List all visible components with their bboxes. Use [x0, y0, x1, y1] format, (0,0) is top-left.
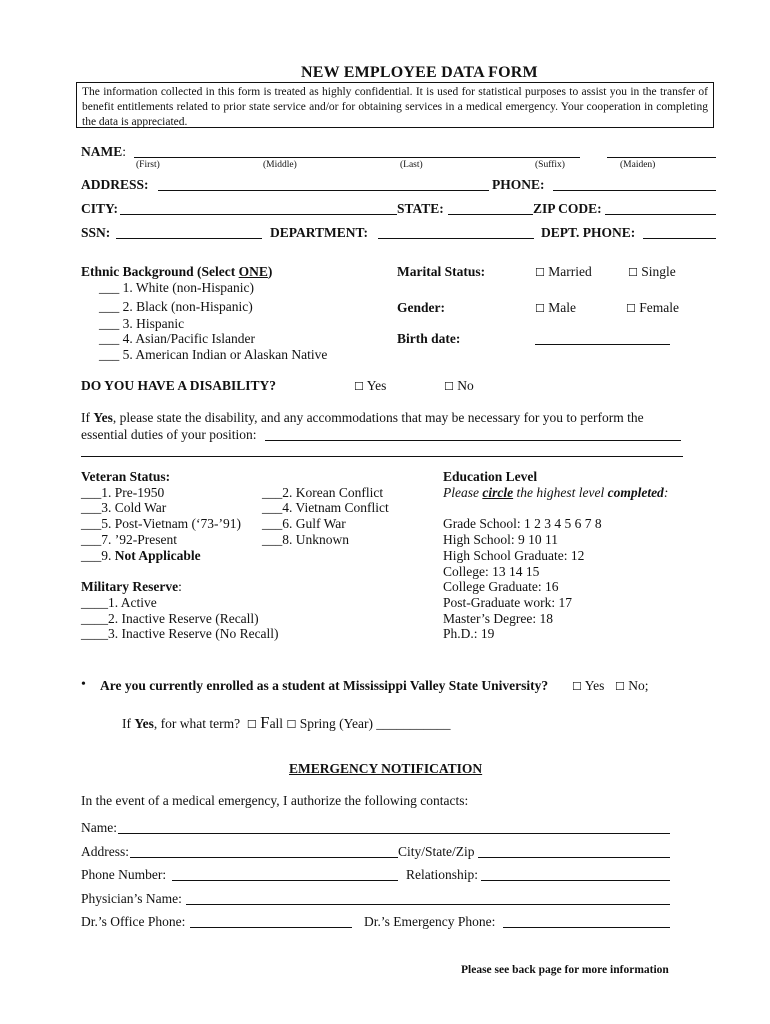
confidentiality-notice: The information collected in this form is treated as highly confidential. It is used for statistical purposes to assist you in the transfer of benefit entitlements related to prior state service and/or for obtaining services in a medical emergency. Your cooperation in completing the data is appreciated. [76, 82, 714, 128]
disability-no-label: No [457, 378, 474, 393]
ethnic-heading [81, 264, 272, 280]
student-yes-checkbox[interactable]: ☐ [572, 680, 582, 693]
dept-phone-label: DEPT. PHONE: [541, 225, 636, 240]
veteran-option-9[interactable] [81, 548, 201, 564]
if-word: If [81, 410, 94, 425]
education-instr-completed: completed [607, 485, 664, 500]
female-option[interactable] [626, 300, 679, 316]
city-label: CITY: [81, 201, 119, 216]
education-high-school[interactable]: High School: 9 10 11 [443, 532, 559, 547]
education-phd[interactable]: Ph.D.: 19 [443, 626, 495, 641]
veteran-option-6[interactable]: ___6. Gulf War [262, 516, 346, 531]
birth-date-label: Birth date: [397, 331, 461, 346]
disability-question: DO YOU HAVE A DISABILITY? [81, 378, 277, 393]
zip-label: ZIP CODE: [533, 201, 602, 216]
address-label: ADDRESS: [81, 177, 149, 192]
education-college-graduate[interactable]: College Graduate: 16 [443, 579, 559, 594]
veteran-option-7[interactable]: ___7. ’92-Present [81, 532, 177, 547]
single-label: Single [641, 264, 676, 279]
emergency-relationship-label: Relationship: [406, 867, 478, 882]
dr-office-phone-label: Dr.’s Office Phone: [81, 914, 186, 929]
term-question-text: , for what term? [153, 716, 241, 731]
emergency-city-label: City/State/Zip [398, 844, 475, 859]
veteran-option-9-prefix: ___9. [81, 548, 115, 563]
fall-label-rest: all [269, 716, 284, 731]
maiden-sublabel: (Maiden) [620, 160, 656, 170]
phone-label: PHONE: [492, 177, 545, 192]
last-sublabel: (Last) [400, 160, 423, 170]
marital-status-label [397, 264, 485, 280]
fall-checkbox[interactable]: ☐ [246, 718, 257, 731]
male-option[interactable] [535, 300, 576, 316]
page-title: NEW EMPLOYEE DATA FORM [301, 64, 538, 81]
address-field[interactable] [158, 190, 489, 191]
disability-instructions-text: , please state the disability, and any accommodations that may be necessary for you to perform the [112, 410, 644, 425]
disability-yes-checkbox[interactable]: ☐ [354, 380, 364, 393]
disability-no-option[interactable] [444, 378, 474, 394]
disability-description-field[interactable] [265, 440, 681, 441]
bullet-icon: • [81, 677, 86, 692]
emergency-address-field[interactable] [130, 857, 398, 858]
emergency-relationship-field[interactable] [481, 880, 670, 881]
student-no-checkbox[interactable]: ☐ [615, 680, 625, 693]
married-option[interactable] [535, 264, 592, 280]
emergency-address-label: Address: [81, 844, 129, 859]
first-sublabel: (First) [136, 160, 160, 170]
veteran-status-heading: Veteran Status: [81, 469, 171, 484]
name-colon: : [122, 144, 127, 159]
ethnic-heading-post: ) [267, 264, 273, 279]
phone-field[interactable] [553, 190, 716, 191]
student-yes-label: Yes [584, 678, 605, 693]
ethnic-option-4[interactable]: ___ 4. Asian/Pacific Islander [99, 331, 255, 346]
ethnic-option-3[interactable]: ___ 3. Hispanic [99, 316, 185, 331]
suffix-sublabel: (Suffix) [535, 160, 565, 170]
veteran-option-8[interactable]: ___8. Unknown [262, 532, 349, 547]
disability-no-checkbox[interactable]: ☐ [444, 380, 454, 393]
disability-yes-option[interactable] [354, 378, 386, 394]
ethnic-heading-one: ONE [238, 264, 268, 279]
dept-phone-field[interactable] [643, 238, 716, 239]
married-checkbox[interactable]: ☐ [535, 266, 545, 279]
veteran-option-3[interactable]: ___3. Cold War [81, 500, 167, 515]
education-instructions [443, 485, 668, 501]
education-instr-circle: circle [482, 485, 514, 500]
education-masters[interactable]: Master’s Degree: 18 [443, 611, 553, 626]
disability-instructions-line2: essential duties of your position: [81, 427, 257, 442]
term-question [122, 713, 451, 733]
military-reserve-heading [81, 579, 182, 595]
education-instr-mid: the highest level [513, 485, 608, 500]
student-no-label: No; [628, 678, 649, 693]
department-label: DEPARTMENT: [270, 225, 369, 240]
spring-year-field[interactable]: Spring (Year) ___________ [299, 716, 451, 731]
name-label [81, 144, 126, 160]
disability-yes-label: Yes [366, 378, 387, 393]
ssn-label: SSN: [81, 225, 111, 240]
if-yes-word: Yes [93, 410, 113, 425]
education-post-graduate[interactable]: Post-Graduate work: 17 [443, 595, 572, 610]
fall-label-initial: F [260, 713, 270, 732]
military-reserve-heading-text: Military Reserve [81, 579, 179, 594]
emergency-phone-field[interactable] [172, 880, 398, 881]
disability-instructions-line1 [81, 410, 644, 426]
ethnic-heading-pre: Ethnic Background (Select [81, 264, 239, 279]
female-checkbox[interactable]: ☐ [626, 302, 636, 315]
ssn-field[interactable] [116, 238, 262, 239]
dr-office-phone-field[interactable] [190, 927, 352, 928]
education-grade-school[interactable]: Grade School: 1 2 3 4 5 6 7 8 [443, 516, 602, 531]
state-field[interactable] [448, 214, 533, 215]
military-reserve-colon: : [178, 579, 182, 594]
veteran-option-9-label: Not Applicable [114, 548, 201, 563]
birth-date-field[interactable] [535, 344, 670, 345]
dr-emergency-phone-label: Dr.’s Emergency Phone: [364, 914, 496, 929]
emergency-name-field[interactable] [118, 833, 670, 834]
reserve-option-2[interactable]: ____2. Inactive Reserve (Recall) [81, 611, 259, 626]
student-no-option[interactable] [615, 678, 649, 694]
ethnic-option-1[interactable]: ___ 1. White (non-Hispanic) [99, 280, 254, 295]
veteran-option-4[interactable]: ___4. Vietnam Conflict [262, 500, 389, 515]
emergency-notification-heading: EMERGENCY NOTIFICATION [289, 761, 483, 776]
term-yes-word: Yes [134, 716, 154, 731]
gender-label: Gender: [397, 300, 445, 315]
education-instr-post: : [663, 485, 669, 500]
education-college[interactable]: College: 13 14 15 [443, 564, 540, 579]
emergency-phone-label: Phone Number: [81, 867, 167, 882]
name-field[interactable] [134, 157, 580, 158]
veteran-option-5[interactable]: ___5. Post-Vietnam (‘73-’91) [81, 516, 242, 531]
single-checkbox[interactable]: ☐ [628, 266, 638, 279]
education-level-heading: Education Level [443, 469, 538, 484]
physician-name-label: Physician’s Name: [81, 891, 182, 906]
male-checkbox[interactable]: ☐ [535, 302, 545, 315]
state-label: STATE: [397, 201, 444, 216]
middle-sublabel: (Middle) [263, 160, 297, 170]
reserve-option-1[interactable]: ____1. Active [81, 595, 157, 610]
veteran-option-2[interactable]: ___2. Korean Conflict [262, 485, 384, 500]
zip-field[interactable] [605, 214, 716, 215]
veteran-option-1[interactable]: ___1. Pre-1950 [81, 485, 165, 500]
term-if-word: If [122, 716, 135, 731]
emergency-name-label: Name: [81, 820, 117, 835]
female-label: Female [639, 300, 679, 315]
ethnic-option-2[interactable]: ___ 2. Black (non-Hispanic) [99, 299, 253, 314]
name-label-text: NAME [81, 144, 123, 159]
marital-status-label-text: Marital Status: [397, 264, 486, 279]
single-option[interactable] [628, 264, 676, 280]
spring-checkbox[interactable]: ☐ [286, 718, 297, 731]
emergency-intro: In the event of a medical emergency, I authorize the following contacts: [81, 793, 469, 808]
married-label: Married [548, 264, 592, 279]
dr-emergency-phone-field[interactable] [503, 927, 670, 928]
department-field[interactable] [378, 238, 534, 239]
education-high-school-graduate[interactable]: High School Graduate: 12 [443, 548, 585, 563]
emergency-city-field[interactable] [478, 857, 670, 858]
footer-note: Please see back page for more information [461, 964, 669, 976]
student-question: Are you currently enrolled as a student at Mississippi Valley State University? [100, 678, 549, 693]
ethnic-option-5[interactable]: ___ 5. American Indian or Alaskan Native [99, 347, 328, 362]
male-label: Male [548, 300, 576, 315]
physician-name-field[interactable] [186, 904, 670, 905]
maiden-name-field[interactable] [607, 157, 716, 158]
reserve-option-3[interactable]: ____3. Inactive Reserve (No Recall) [81, 626, 279, 641]
city-field[interactable] [120, 214, 397, 215]
disability-description-field-2[interactable] [81, 456, 683, 457]
student-yes-option[interactable] [572, 678, 604, 694]
education-instr-pre: Please [443, 485, 483, 500]
